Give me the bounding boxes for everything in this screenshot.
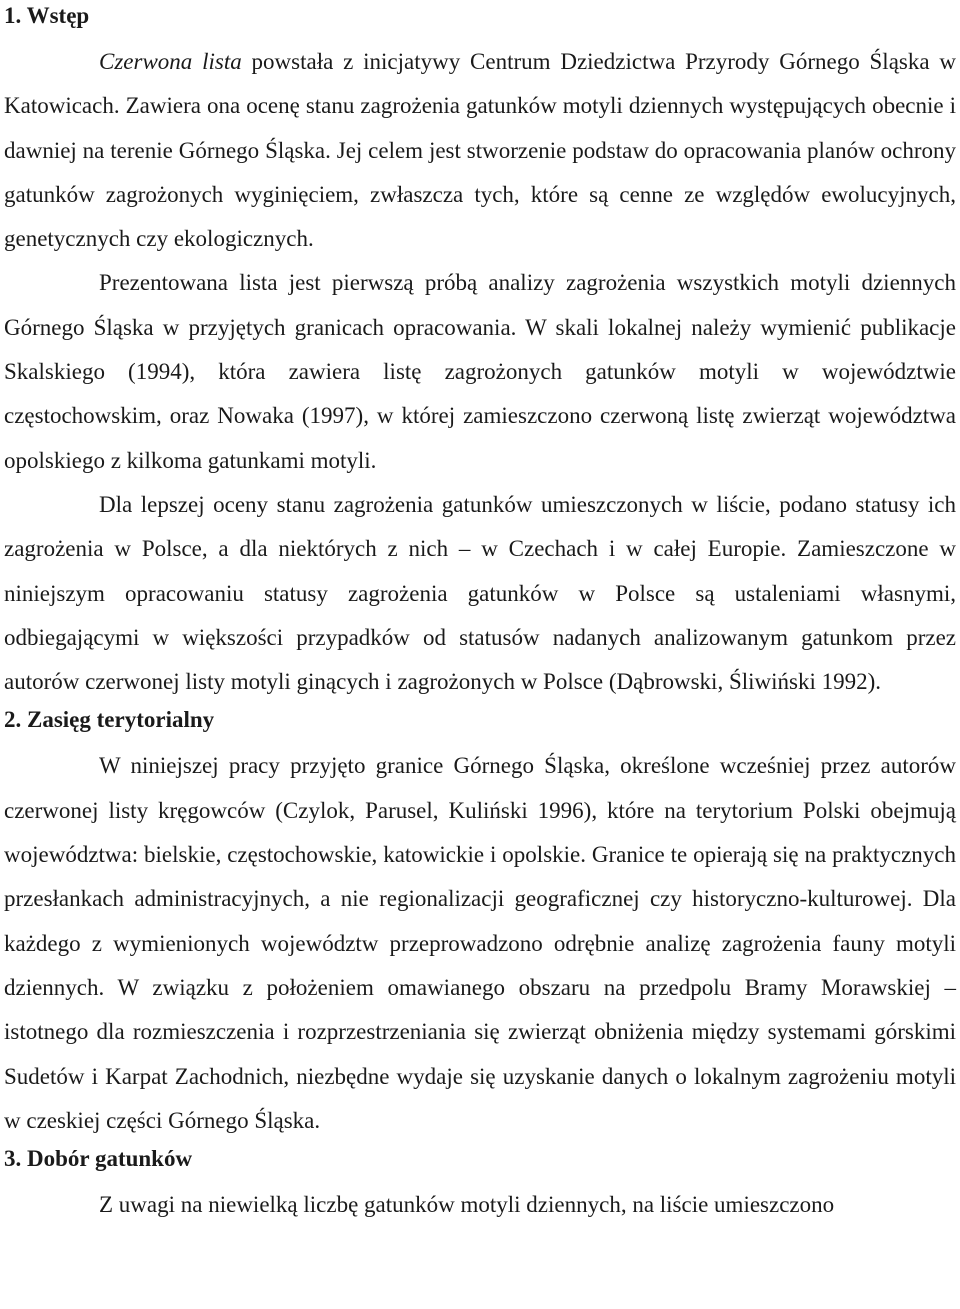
paragraph-selection-1: Z uwagi na niewielką liczbę gatunków motyli dziennych, na liście umieszczono bbox=[99, 1192, 835, 1218]
paragraph-intro-2: Prezentowana lista jest pierwszą próbą analizy zagrożenia wszystkich motyli dziennych Górnego Śląska w przyjętych granicach opracowania. W skali lokalnej należy wymienić publikacje Skalskiego (1994), która zawiera listę zagrożonych gatunków motyli w województwie częstochowskim, oraz Nowaka (1997), w której zamieszczono czerwoną listę zwierząt województwa opolskiego z kilkoma gatunkami motyli. bbox=[4, 270, 956, 473]
italic-title-red-list: Czerwona lista bbox=[99, 49, 242, 74]
section-heading-species-selection: 3. Dobór gatunków bbox=[4, 1146, 193, 1172]
section-heading-territorial-scope: 2. Zasięg terytorialny bbox=[4, 707, 215, 733]
section-heading-introduction: 1. Wstęp bbox=[4, 3, 90, 28]
paragraph-scope-1: W niniejszej pracy przyjęto granice Górnego Śląska, określone wcześniej przez autorów czerwonej listy kręgowców (Czylok, Parusel, Kuliński 1996), które na terytorium Polski obejmują województwa: bielskie, częstochowskie, katowickie i opolskie. Granice te opierają się na praktycznych przesłankach administracyjnych, a nie regionalizacji geograficznej czy historyczno-kulturowej. Dla każdego z wymienionych województw przeprowadzono odrębnie analizę zagrożenia fauny motyli dziennych. W związku z położeniem omawianego obszaru na przedpolu Bramy Morawskiej – istotnego dla rozmieszczenia i rozprzestrzeniania się zwierząt obniżenia między systemami górskimi Sudetów i Karpat Zachodnich, niezbędne wydaje się uzyskanie danych o lokalnym zagrożeniu motyli w czeskiej części Górnego Śląska. bbox=[4, 753, 956, 1133]
paragraph-intro-1 bbox=[4, 40, 956, 261]
paragraph-text: powstała z inicjatywy Centrum Dziedzictwa Przyrody Górnego Śląska w Katowicach. Zawiera ona ocenę stanu zagrożenia gatunków motyli dziennych występujących obecnie i dawniej na terenie Górnego Śląska. Jej celem jest stworzenie podstaw do opracowania planów ochrony gatunków zagrożonych wyginięciem, zwłaszcza tych, które są cenne ze względów ewolucyjnych, genetycznych czy ekologicznych. bbox=[4, 49, 956, 252]
paragraph-intro-3: Dla lepszej oceny stanu zagrożenia gatunków umieszczonych w liście, podano statusy ich zagrożenia w Polsce, a dla niektórych z nich – w Czechach i w całej Europie. Zamieszczone w niniejszym opracowaniu statusy zagrożenia gatunków w Polsce są ustaleniami własnymi, odbiegającymi w większości przypadków od statusów nadanych analizowanym gatunkom przez autorów czerwonej listy motyli ginących i zagrożonych w Polsce (Dąbrowski, Śliwiński 1992). bbox=[4, 491, 956, 695]
